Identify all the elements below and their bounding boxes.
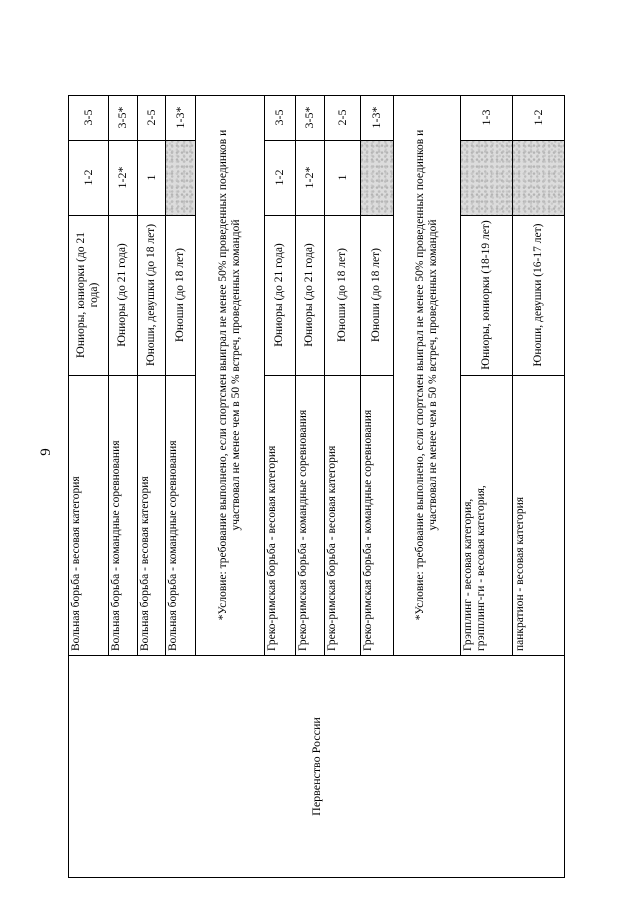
place-cell-shaded: [165, 140, 195, 215]
rank-cell: [295, 95, 324, 140]
table-rule: [324, 140, 360, 141]
table-rule: [195, 95, 196, 655]
condition-note: [393, 95, 460, 655]
sport-cell: [68, 375, 108, 655]
age-cell: [165, 215, 195, 375]
table-rule: [68, 95, 565, 96]
sport-cell: [360, 375, 393, 655]
table-rule: [460, 140, 512, 141]
text-line: Грэпплинг - весовая категория,: [462, 498, 474, 651]
rank-cell: [512, 95, 565, 140]
table-rule: [564, 95, 565, 878]
sport-cell: [108, 375, 137, 655]
age-cell: [108, 215, 137, 375]
page-number: 9: [38, 448, 54, 456]
sport-cell-text: Греко-римская борьба - весовая категория: [266, 445, 278, 651]
age-cell-text: Юноши, девушки (16-17 лет): [532, 223, 544, 367]
table-rule: [137, 375, 165, 376]
age-cell-text: Юноши, девушки (до 18 лет): [144, 223, 157, 367]
age-cell-text: Юноши (до 18 лет): [173, 248, 186, 342]
place-cell: [324, 140, 360, 215]
place-cell-shaded-text: [460, 140, 512, 215]
table-rule: [512, 215, 565, 216]
table-rule: [137, 140, 165, 141]
place-cell: [68, 140, 108, 215]
sport-cell: [295, 375, 324, 655]
table-rule: [68, 375, 108, 376]
table-rule: [68, 877, 565, 878]
table-rule: [295, 375, 324, 376]
sport-cell-text: Вольная борьба - весовая категория: [70, 476, 82, 651]
table-rule: [295, 140, 324, 141]
table-rule: [68, 215, 108, 216]
place-cell-text: 1-2*: [115, 166, 129, 189]
sport-cell-text: Греко-римская борьба - весовая категория: [326, 445, 338, 651]
age-cell: [68, 215, 108, 375]
sport-cell-text: Греко-римская борьба - командные соревнования: [297, 409, 309, 651]
place-cell-text: 1: [143, 174, 158, 181]
sport-cell-text: Вольная борьба - весовая категория: [139, 476, 151, 651]
table-rule: [324, 375, 360, 376]
sport-cell: [460, 375, 512, 655]
age-cell: [137, 215, 165, 375]
sport-cell-text: Вольная борьба - командные соревнования: [167, 440, 179, 651]
table-rule: [295, 215, 324, 216]
table-rule: [360, 215, 393, 216]
rank-cell: [137, 95, 165, 140]
sport-cell-text: Греко-римская борьба - командные соревнования: [362, 409, 374, 651]
age-cell-text: Юниоры (до 21 года): [303, 243, 315, 347]
table-rule: [393, 95, 394, 655]
condition-note-text: *Условие: требование выполнено, если спортсмен выиграл не менее 50% проведенных поединков и участвовал не менее чем в 50 % встреч, проведенных командой: [216, 129, 242, 621]
age-cell-text: Юноши (до 18 лет): [335, 248, 348, 342]
rank-cell-text: 1-3: [478, 109, 493, 126]
sport-cell-text: [460, 375, 512, 655]
age-cell-text: Юниоры, юниорки (до 21 года): [75, 232, 100, 358]
age-cell-text: Юниоры (до 21 года): [273, 243, 285, 347]
place-cell-shaded: [512, 140, 565, 215]
age-cell: [324, 215, 360, 375]
table-rule: [137, 215, 165, 216]
rank-cell: [108, 95, 137, 140]
place-cell-text: 1-2*: [302, 166, 316, 189]
rank-cell-text: 3-5*: [302, 106, 316, 129]
condition-note: [195, 95, 264, 655]
table-rule: [264, 215, 295, 216]
table-rule: [165, 375, 195, 376]
sport-cell-text: панкратион - весовая категория: [514, 496, 526, 651]
age-cell: [512, 215, 565, 375]
sport-cell-lines: [462, 485, 488, 651]
table-rule: [460, 215, 512, 216]
sport-cell: [165, 375, 195, 655]
sport-cell: [137, 375, 165, 655]
age-cell-text: Юноши (до 18 лет): [370, 248, 382, 342]
table-rule: [68, 655, 565, 656]
place-cell: [108, 140, 137, 215]
place-cell-text: 1-2: [80, 169, 95, 186]
place-cell-shaded: [460, 140, 512, 215]
place-cell-text: 1-2: [272, 169, 286, 186]
sport-cell: [264, 375, 295, 655]
table-rule: [108, 140, 137, 141]
rank-cell-text: 3-5: [272, 109, 286, 126]
rank-cell: [68, 95, 108, 140]
rank-cell-text: 2-5: [334, 109, 349, 126]
table-rule: [324, 215, 360, 216]
rank-cell-text: 1-2: [531, 109, 545, 126]
table-rule: [460, 375, 512, 376]
rank-cell-text: 3-5: [80, 109, 95, 126]
text-line: грэпплинг-ги - весовая категория,: [475, 485, 487, 651]
age-cell: [460, 215, 512, 375]
table-rule: [68, 140, 108, 141]
sport-cell: [324, 375, 360, 655]
table-rule: [512, 140, 565, 141]
table-rule: [360, 140, 393, 141]
rank-cell: [165, 95, 195, 140]
table-rule: [264, 140, 295, 141]
table-rule: [165, 215, 195, 216]
table-rule: [165, 140, 195, 141]
rank-cell-text: 3-5*: [115, 106, 129, 129]
place-cell: [137, 140, 165, 215]
rank-cell: [264, 95, 295, 140]
place-cell: [264, 140, 295, 215]
place-cell-shaded: [360, 140, 393, 215]
age-cell: [295, 215, 324, 375]
place-cell-shaded-text: [512, 140, 565, 215]
table-rule: [264, 375, 295, 376]
sport-cell: [512, 375, 565, 655]
rank-cell-text: 1-3*: [172, 106, 187, 129]
condition-note-text: *Условие: требование выполнено, если спортсмен выиграл не менее 50% проведенных поединков и участвовал не менее чем в 50 % встреч, проведенных командой: [413, 129, 439, 621]
rank-cell: [360, 95, 393, 140]
age-cell: [264, 215, 295, 375]
age-cell-text: Юниоры, юниорки (18-19 лет): [479, 220, 492, 370]
sport-cell-text: Вольная борьба - командные соревнования: [110, 440, 122, 651]
competition-cell-text: Первенство России: [309, 717, 323, 816]
place-cell-shaded-text: [360, 140, 393, 215]
table-rule: [108, 215, 137, 216]
table-rule: [360, 375, 393, 376]
age-cell: [360, 215, 393, 375]
place-cell: [295, 140, 324, 215]
place-cell-text: 1: [334, 174, 349, 181]
rank-cell-text: 1-3*: [369, 106, 383, 129]
age-cell-text: Юниоры (до 21 года): [116, 243, 128, 347]
table-rule: [512, 375, 565, 376]
competition-cell: [68, 655, 565, 878]
rank-cell: [324, 95, 360, 140]
place-cell-shaded-text: [165, 140, 195, 215]
table-rule: [108, 375, 137, 376]
rank-cell: [460, 95, 512, 140]
rank-cell-text: 2-5: [143, 109, 158, 126]
